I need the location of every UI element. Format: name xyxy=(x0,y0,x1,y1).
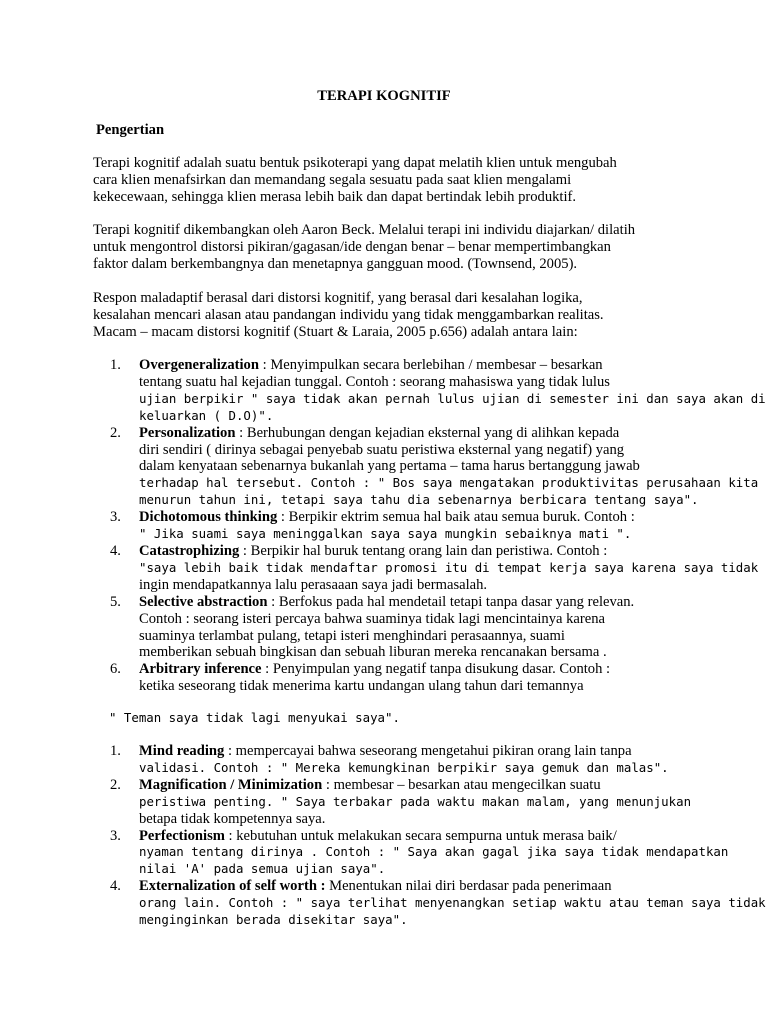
list-item xyxy=(93,424,759,510)
list-item xyxy=(93,542,759,594)
distortion-list-1 xyxy=(93,357,766,695)
text-line: Terapi kognitif adalah suatu bentuk psikoterapi yang dapat melatih klien untuk mengubah xyxy=(93,155,617,171)
list-number: 5. xyxy=(110,593,121,610)
list-number: 6. xyxy=(110,661,121,678)
text-line: peristiwa penting. " Saya terbakar pada waktu makan malam, yang menunjukan xyxy=(139,793,692,809)
text-line: " Jika suami saya meninggalkan saya saya mungkin sebaiknya mati ". xyxy=(139,526,632,542)
list-number: 4. xyxy=(110,878,121,895)
term-label: Dichotomous thinking xyxy=(139,509,278,526)
text-line: terhadap hal tersebut. Contoh : " Bos saya mengatakan produktivitas perusahaan kita xyxy=(139,475,759,491)
text-line: Contoh : seorang isteri percaya bahwa suaminya tidak lagi mencintainya karena xyxy=(139,610,606,627)
list-item xyxy=(93,661,693,695)
text-line: suaminya terlambat pulang, tetapi isteri menghindari perasaannya, suami xyxy=(139,627,565,644)
term-label: Arbitrary inference xyxy=(139,661,262,678)
list-item xyxy=(93,357,766,425)
text-line: Perfectionism : kebutuhan untuk melakukan secara sempurna untuk merasa baik/ xyxy=(139,827,617,844)
text-line: Terapi kognitif dikembangkan oleh Aaron Beck. Melalui terapi ini individu diajarkan/ dilatih xyxy=(93,222,636,238)
text-line: Selective abstraction : Berfokus pada hal mendetail tetapi tanpa dasar yang relevan. xyxy=(139,593,635,610)
list-number: 1. xyxy=(110,357,121,373)
list-number: 2. xyxy=(110,776,121,793)
list-number: 2. xyxy=(110,424,121,441)
list-item xyxy=(93,743,693,777)
text-line: menginginkan berada disekitar saya". xyxy=(139,912,408,928)
text-line: tentang suatu hal kejadian tunggal. Contoh : seorang mahasiswa yang tidak lulus xyxy=(139,373,610,390)
text-line: Externalization of self worth : Menentukan nilai diri berdasar pada penerimaan xyxy=(139,878,612,895)
text-line: keluarkan ( D.O)". xyxy=(139,407,274,423)
list-number: 3. xyxy=(110,827,121,844)
text-line: faktor dalam berkembangnya dan menetapnya gangguan mood. (Townsend, 2005). xyxy=(93,255,578,272)
paragraph-distortions xyxy=(93,290,683,341)
text-line: Mind reading : mempercayai bahwa seseorang mengetahui pikiran orang lain tanpa xyxy=(139,743,632,759)
text-line: cara klien menafsirkan dan memandang segala sesuatu pada saat klien mengalami xyxy=(93,171,572,188)
text-line: memberikan sebuah bingkisan dan sebuah liburan mereka rencanakan bersama . xyxy=(139,644,607,661)
text-line: Overgeneralization : Menyimpulkan secara berlebihan / membesar – besarkan xyxy=(139,357,603,373)
term-label: Perfectionism xyxy=(139,827,225,844)
text-line: validasi. Contoh : " Mereka kemungkinan berpikir saya gemuk dan malas". xyxy=(139,759,669,775)
text-line: nyaman tentang dirinya . Contoh : " Saya akan gagal jika saya tidak mendapatkan xyxy=(139,844,729,860)
list-number: 1. xyxy=(110,743,121,759)
term-label: Magnification / Minimization xyxy=(139,776,323,793)
text-line: Respon maladaptif berasal dari distorsi kognitif, yang berasal dari kesalahan logika, xyxy=(93,290,583,306)
term-label: Personalization xyxy=(139,424,236,441)
term-label: Selective abstraction xyxy=(139,593,268,610)
text-line: ujian berpikir " saya tidak akan pernah lulus ujian di semester ini dan saya akan di xyxy=(139,390,766,406)
list-item xyxy=(93,827,729,879)
list-item xyxy=(93,594,693,662)
term-label: Catastrophizing xyxy=(139,542,240,559)
text-line: Catastrophizing : Berpikir hal buruk tentang orang lain dan peristiwa. Contoh : xyxy=(139,542,608,559)
paragraph-history xyxy=(93,222,683,273)
distortion-list-2 xyxy=(93,743,766,929)
text-line: "saya lebih baik tidak mendaftar promosi itu di tempat kerja saya karena saya tidak xyxy=(139,559,759,575)
text-line: Personalization : Berhubungan dengan kejadian eksternal yang di alihkan kepada xyxy=(139,424,620,441)
text-line: betapa tidak kompetennya saya. xyxy=(139,810,326,827)
list-item xyxy=(93,878,766,929)
list-number: 4. xyxy=(110,542,121,559)
term-label: Externalization of self worth : xyxy=(139,878,326,895)
text-line: diri sendiri ( dirinya sebagai penyebab suatu peristiwa eksternal yang negatif) yang xyxy=(139,441,625,458)
list-item xyxy=(93,509,693,543)
text-line: Magnification / Minimization : membesar – besarkan atau mengecilkan suatu xyxy=(139,776,601,793)
text-line: ketika seseorang tidak menerima kartu undangan ulang tahun dari temannya xyxy=(139,678,584,695)
list-item xyxy=(93,777,693,828)
text-line: orang lain. Contoh : " saya terlihat menyenangkan setiap waktu atau teman saya tidak xyxy=(139,895,766,911)
text-line: kesalahan mencari alasan atau pandangan individu yang tidak menggambarkan realitas. xyxy=(93,306,604,323)
paragraph-definition xyxy=(93,155,683,206)
text-line: dalam kenyataan sebenarnya bukanlah yang pertama – tama harus bertanggung jawab xyxy=(139,458,640,475)
text-line: nilai 'A' pada semua ujian saya". xyxy=(139,861,386,877)
text-line: kekecewaan, sehingga klien merasa lebih baik dan dapat bertindak lebih produktif. xyxy=(93,188,577,205)
text-line: Macam – macam distorsi kognitif (Stuart & Laraia, 2005 p.656) adalah antara lain: xyxy=(93,323,578,340)
text-line: untuk mengontrol distorsi pikiran/gagasan/ide dengan benar – benar mempertimbangkan xyxy=(93,238,611,255)
document-title: TERAPI KOGNITIF xyxy=(317,88,451,104)
term-label: Overgeneralization xyxy=(139,357,259,373)
section-heading: Pengertian xyxy=(96,122,165,138)
text-line: Arbitrary inference : Penyimpulan yang negatif tanpa disukung dasar. Contoh : xyxy=(139,661,611,678)
text-line: ingin mendapatkannya lalu perasaaan saya jadi bermasalah. xyxy=(139,576,488,593)
list-number: 3. xyxy=(110,509,121,526)
example-quote: " Teman saya tidak lagi menyukai saya". xyxy=(109,710,400,725)
text-line: Dichotomous thinking : Berpikir ektrim semua hal baik atau semua buruk. Contoh : xyxy=(139,509,635,526)
text-line: menurun tahun ini, tetapi saya tahu dia sebenarnya berbicara tentang saya". xyxy=(139,492,699,508)
term-label: Mind reading xyxy=(139,743,225,759)
